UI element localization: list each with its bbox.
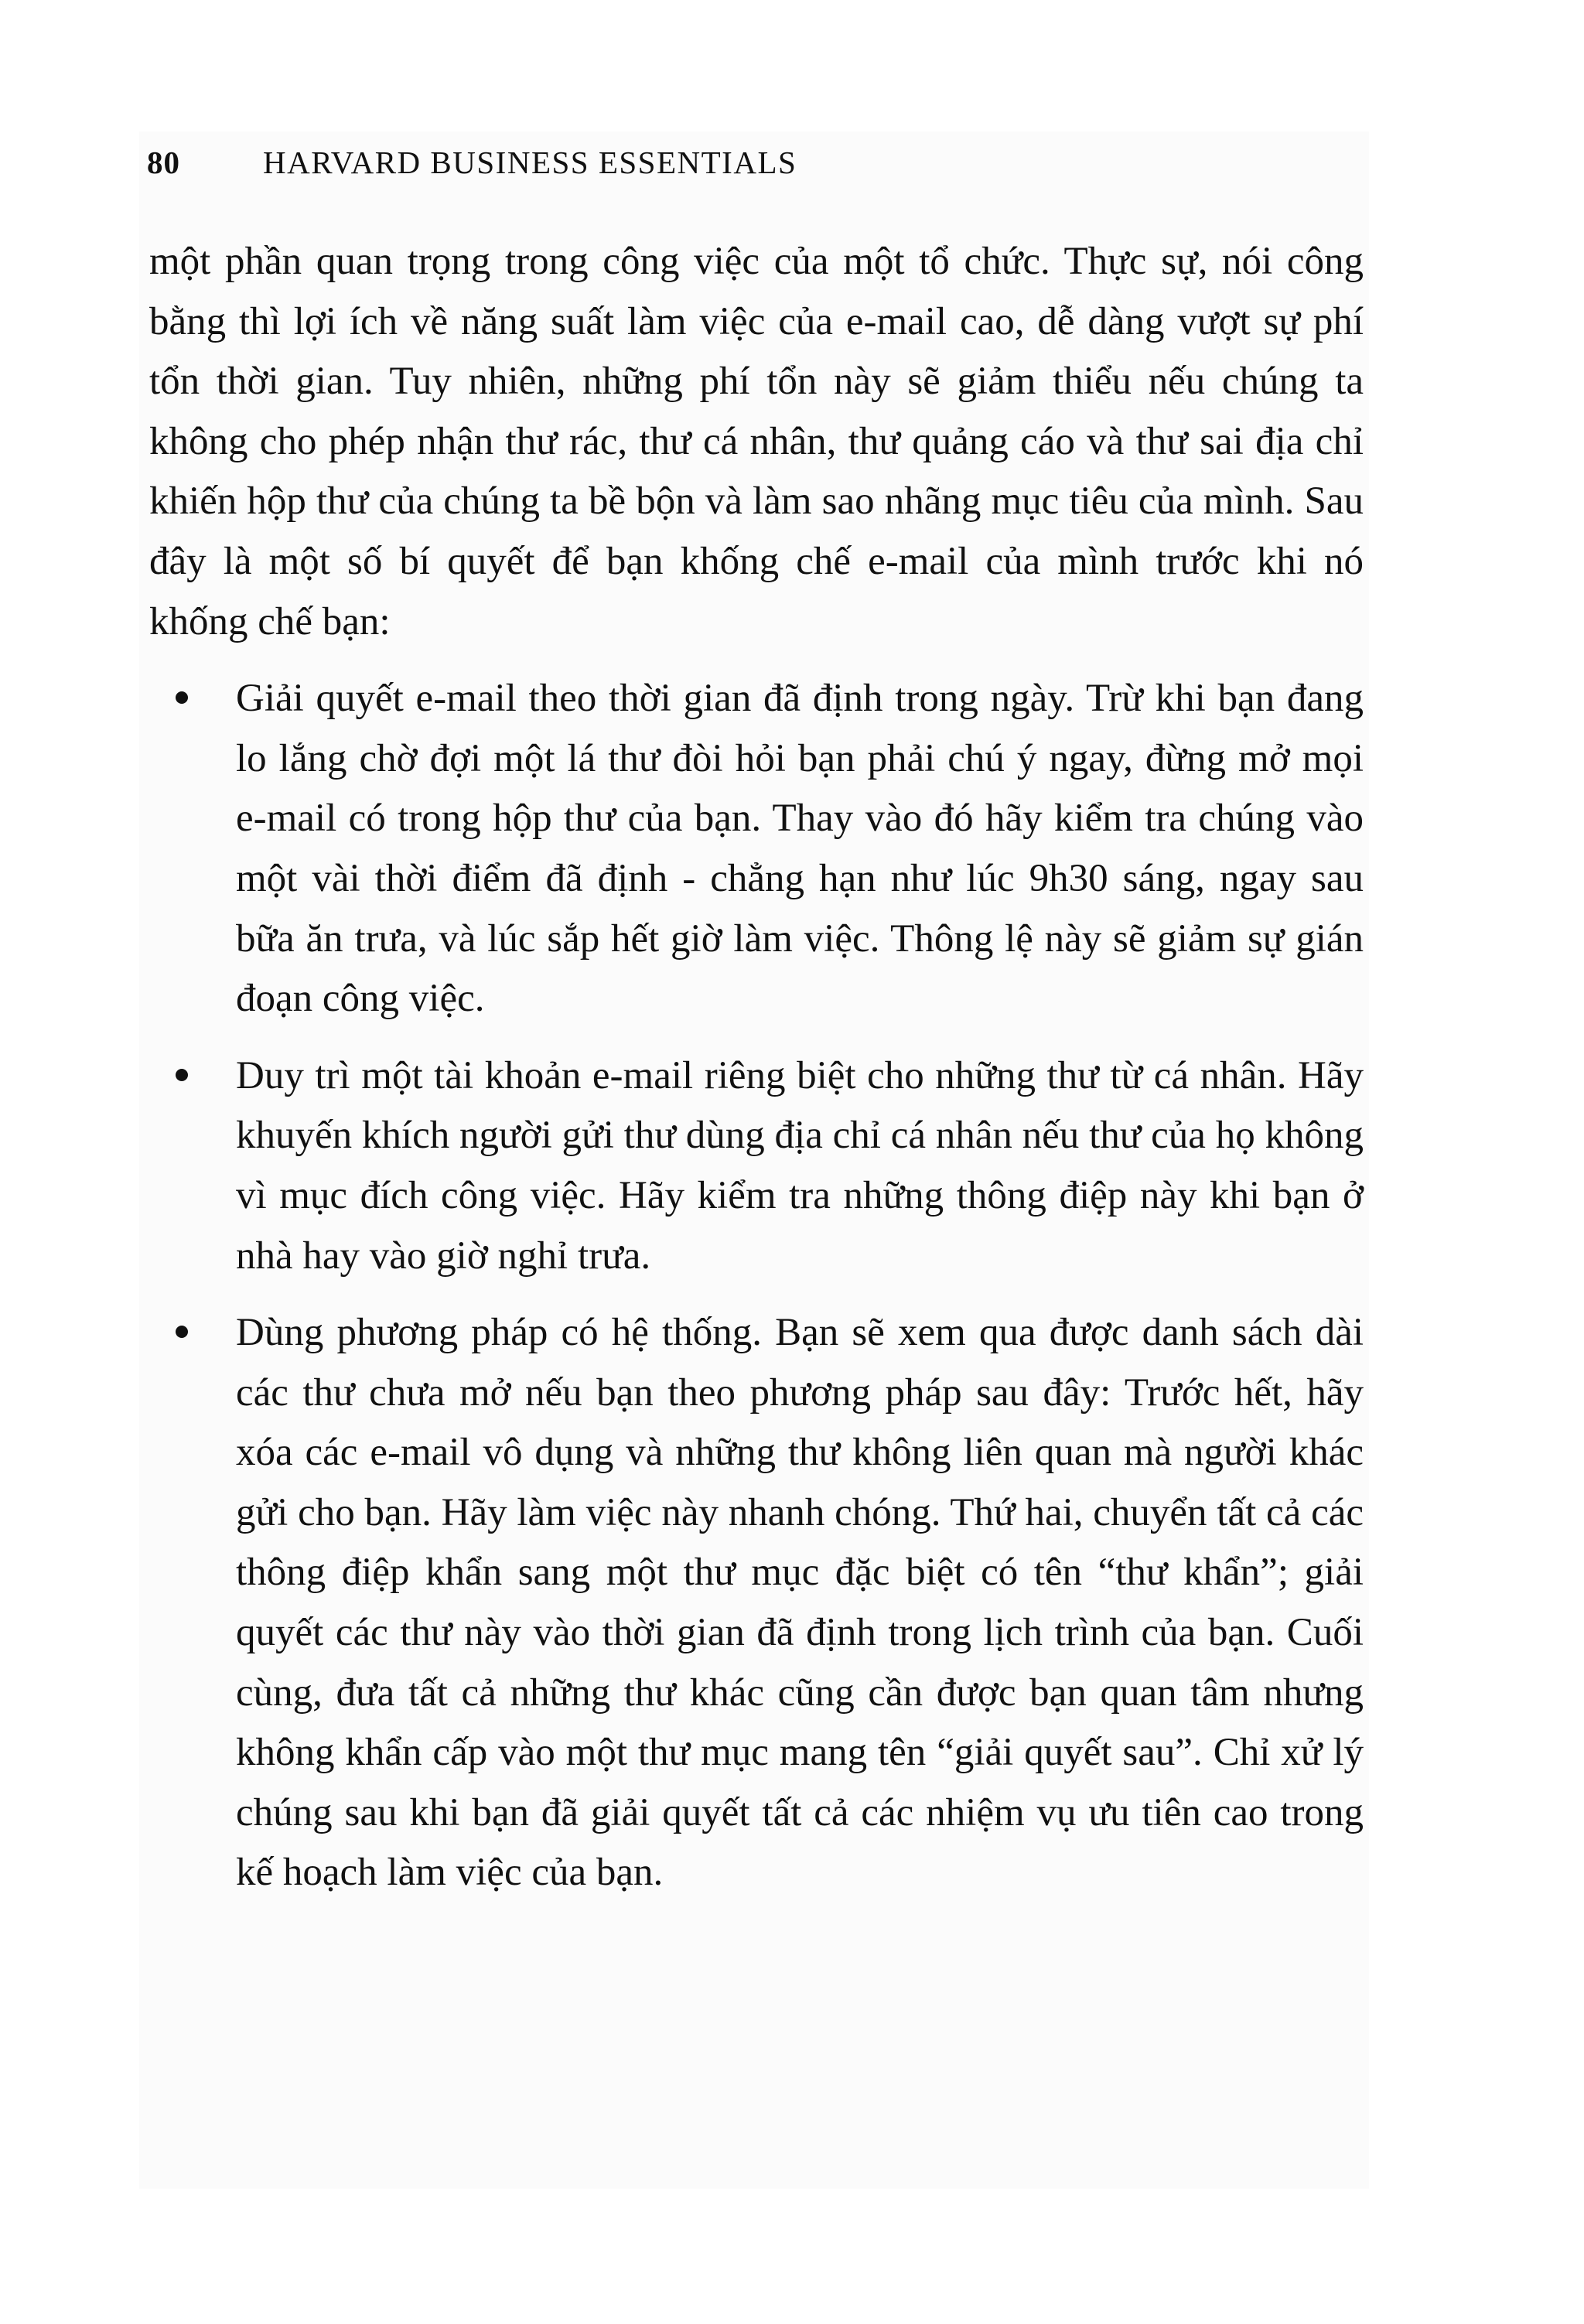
page-number: 80 [147, 145, 180, 180]
page-header [147, 139, 1369, 186]
tip-systematic-method [149, 1303, 1364, 1903]
page-content [149, 232, 1364, 1920]
intro-paragraph: một phần quan trọng trong công việc của một tổ chức. Thực sự, nói công bằng thì lợi ích về năng suất làm việc của e-mail cao, dễ dàng vượt sự phí tổn thời gian. Tuy nhiên, những phí tổn này sẽ giảm thiểu nếu chúng ta không cho phép nhận thư rác, thư cá nhân, thư quảng cáo và thư sai địa chỉ khiến hộp thư của chúng ta bề bộn và làm sao nhãng mục tiêu của mình. Sau đây là một số bí quyết để bạn khống chế e-mail của mình trước khi nó khống chế bạn: [149, 240, 1364, 643]
bullet-icon [176, 1326, 188, 1338]
bullet-icon [176, 1069, 188, 1081]
tip-personal-account [149, 1046, 1364, 1286]
tip-text: Dùng phương pháp có hệ thống. Bạn sẽ xem qua được danh sách dài các thư chưa mở nếu bạn theo phương pháp sau đây: Trước hết, hãy xóa các e-mail vô dụng và những thư không liên quan mà người khác gửi cho bạn. Hãy làm việc này nhanh chóng. Thứ hai, chuyển tất cả các thông điệp khẩn sang một thư mục đặc biệt có tên “thư khẩn”; giải quyết các thư này vào thời gian đã định trong lịch trình của bạn. Cuối cùng, đưa tất cả những thư khác cũng cần được bạn quan tâm nhưng không khẩn cấp vào một thư mục mang tên “giải quyết sau”. Chỉ xử lý chúng sau khi bạn đã giải quyết tất cả các nhiệm vụ ưu tiên cao trong kế hoạch làm việc của bạn. [236, 1311, 1364, 1895]
bullet-icon [176, 691, 188, 704]
running-title: HARVARD BUSINESS ESSENTIALS [263, 145, 797, 180]
tips-list [149, 669, 1364, 1903]
tip-text: Duy trì một tài khoản e-mail riêng biệt cho những thư từ cá nhân. Hãy khuyến khích người gửi thư dùng địa chỉ cá nhân nếu thư của họ không vì mục đích công việc. Hãy kiểm tra những thông điệp này khi bạn ở nhà hay vào giờ nghỉ trưa. [236, 1053, 1364, 1278]
tip-text: Giải quyết e-mail theo thời gian đã định trong ngày. Trừ khi bạn đang lo lắng chờ đợi một lá thư đòi hỏi bạn phải chú ý ngay, đừng mở mọi e-mail có trong hộp thư của bạn. Thay vào đó hãy kiểm tra chúng vào một vài thời điểm đã định - chẳng hạn như lúc 9h30 sáng, ngay sau bữa ăn trưa, và lúc sắp hết giờ làm việc. Thông lệ này sẽ giảm sự gián đoạn công việc. [236, 677, 1364, 1021]
tip-schedule-email [149, 669, 1364, 1029]
